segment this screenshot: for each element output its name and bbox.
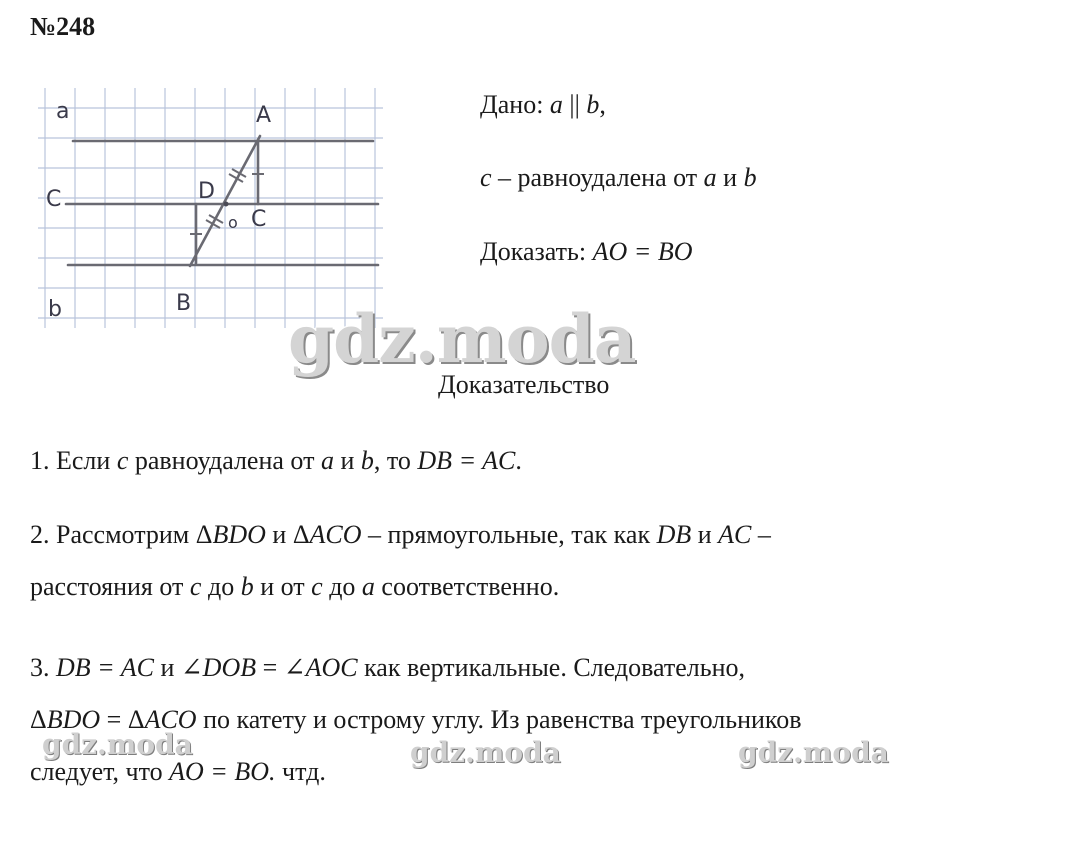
label-point-A: A	[256, 103, 272, 128]
proof-step-3-line-1: 3. DB = AC и ∠DOB = ∠AOC как вертикальные. Следовательно,	[30, 653, 746, 682]
proof-title: Доказательство	[438, 370, 610, 399]
label-point-D: D	[198, 179, 215, 204]
problem-number: №248	[30, 12, 96, 41]
label-line-c: C	[46, 187, 62, 212]
proof-step-3-line-3: следует, что AO = BO. чтд.	[30, 757, 326, 786]
watermark-3: gdz.moda	[738, 736, 889, 769]
given-line-1: Дано: a || b,	[480, 90, 606, 119]
label-line-b: b	[48, 297, 62, 322]
proof-step-2-line-2: расстояния от c до b и от c до a соответственно.	[30, 572, 560, 601]
watermark-2: gdz.moda	[410, 736, 561, 769]
label-point-C: C	[251, 207, 267, 232]
label-point-O: o	[228, 213, 238, 232]
geometry-figure	[38, 88, 383, 328]
proof-step-2-line-1: 2. Рассмотрим ΔBDO и ΔACO – прямоугольные, так как DB и AC –	[30, 520, 771, 549]
point-O	[224, 202, 229, 207]
given-line-3: Доказать: AO = BO	[480, 237, 693, 266]
proof-step-3-line-2: ΔBDO = ΔACO по катету и острому углу. Из равенства треугольников	[30, 705, 802, 734]
grid-paper	[38, 88, 383, 328]
given-line-2: c – равноудалена от a и b	[480, 163, 757, 192]
label-point-B: B	[176, 291, 192, 316]
label-line-a: a	[56, 99, 70, 124]
proof-step-1: 1. Если c равноудалена от a и b, то DB = AC.	[30, 446, 522, 475]
watermark-main: gdz.moda	[288, 300, 636, 378]
watermark-1: gdz.moda	[42, 728, 193, 761]
